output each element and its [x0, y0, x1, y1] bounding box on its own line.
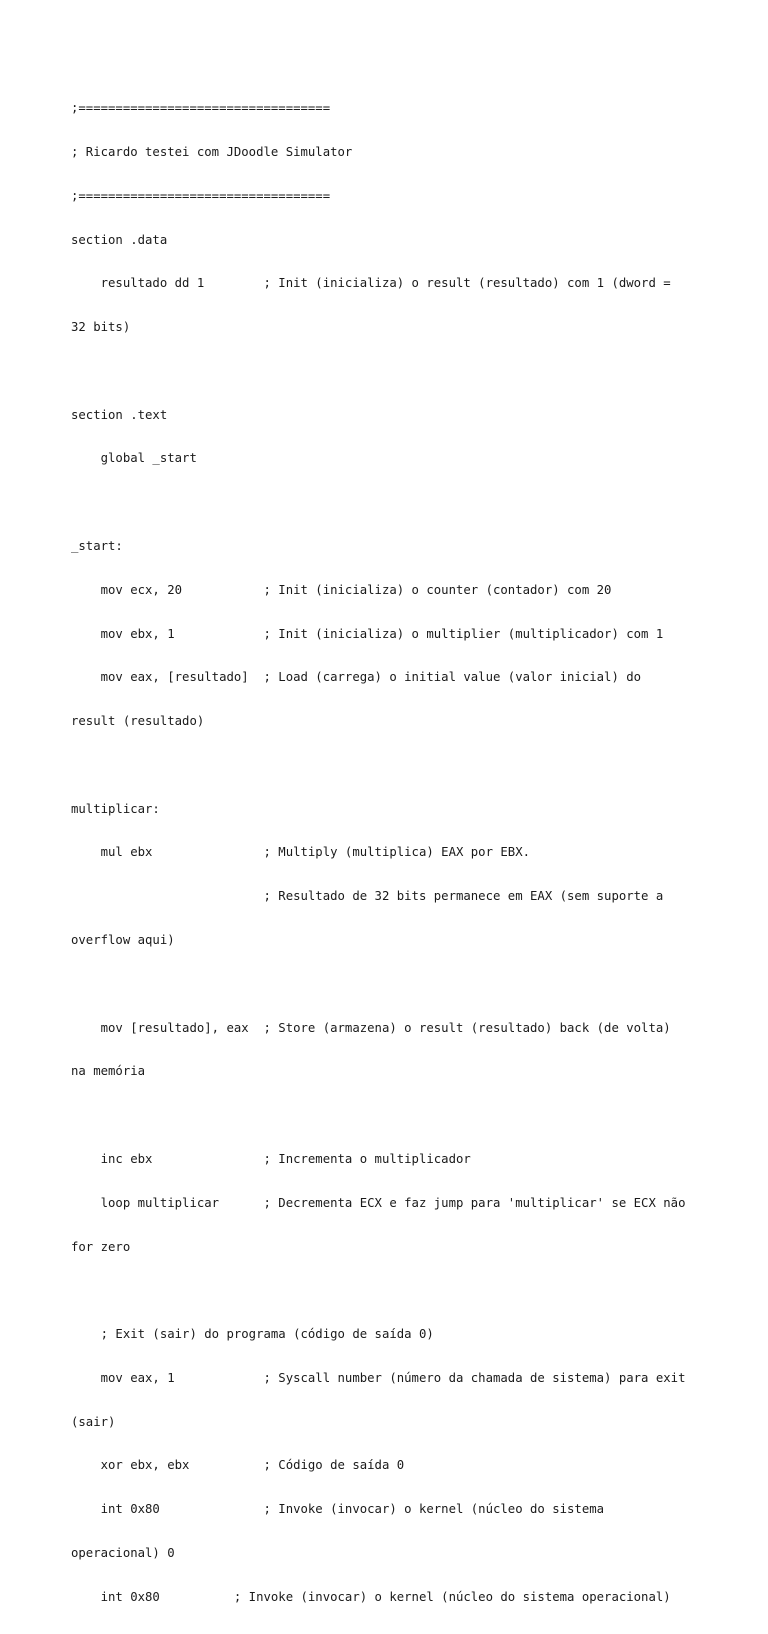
- code-line: section .text: [71, 407, 168, 422]
- code-line: inc ebx ; Incrementa o multiplicador: [71, 1151, 471, 1166]
- code-line: overflow aqui): [71, 933, 175, 948]
- code-line: [71, 758, 711, 773]
- code-line: for zero: [71, 1239, 131, 1254]
- code-line: [71, 1283, 711, 1298]
- code-line: 32 bits): [71, 320, 131, 335]
- code-line: mul ebx ; Multiply (multiplica) EAX por EBX.: [71, 845, 531, 860]
- code-line: _start:: [71, 539, 123, 553]
- code-line: (sair): [71, 1414, 116, 1429]
- code-line: ; Exit (sair) do programa (código de saída 0): [71, 1327, 434, 1342]
- code-line: mov eax, [resultado] ; Load (carrega) o initial value (valor inicial) do: [71, 670, 642, 685]
- code-line: ;==================================: [71, 188, 331, 203]
- code-line: result (resultado): [71, 714, 205, 729]
- code-line: global _start: [71, 451, 197, 466]
- code-line: mov ecx, 20 ; Init (inicializa) o counter (contador) com 20: [71, 582, 612, 597]
- code-line: loop multiplicar ; Decrementa ECX e faz jump para 'multiplicar' se ECX não: [71, 1195, 686, 1210]
- code-line: mov [resultado], eax ; Store (armazena) o result (resultado) back (de volta): [71, 1020, 671, 1035]
- code-line: ;==================================: [71, 101, 331, 116]
- code-listing: [71, 72, 711, 1634]
- code-line: ; Ricardo testei com JDoodle Simulator: [71, 144, 353, 159]
- code-line: multiplicar:: [71, 801, 160, 816]
- code-line: operacional) 0: [71, 1545, 175, 1560]
- code-line: int 0x80 ; Invoke (invocar) o kernel (núcleo do sistema operacional): [71, 1589, 671, 1604]
- code-line: mov ebx, 1 ; Init (inicializa) o multiplier (multiplicador) com 1: [71, 626, 664, 641]
- code-line: ; Resultado de 32 bits permanece em EAX (sem suporte a: [71, 889, 664, 904]
- code-line: int 0x80 ; Invoke (invocar) o kernel (núcleo do sistema: [71, 1502, 605, 1517]
- code-line: [71, 364, 711, 379]
- code-line: xor ebx, ebx ; Código de saída 0: [71, 1458, 405, 1473]
- code-line: na memória: [71, 1064, 146, 1079]
- code-line: [71, 1108, 711, 1123]
- code-line: resultado dd 1 ; Init (inicializa) o result (resultado) com 1 (dword =: [71, 276, 671, 291]
- code-line: mov eax, 1 ; Syscall number (número da chamada de sistema) para exit: [71, 1370, 686, 1385]
- code-line: [71, 495, 711, 510]
- code-line: section .data: [71, 232, 168, 247]
- code-line: [71, 977, 711, 992]
